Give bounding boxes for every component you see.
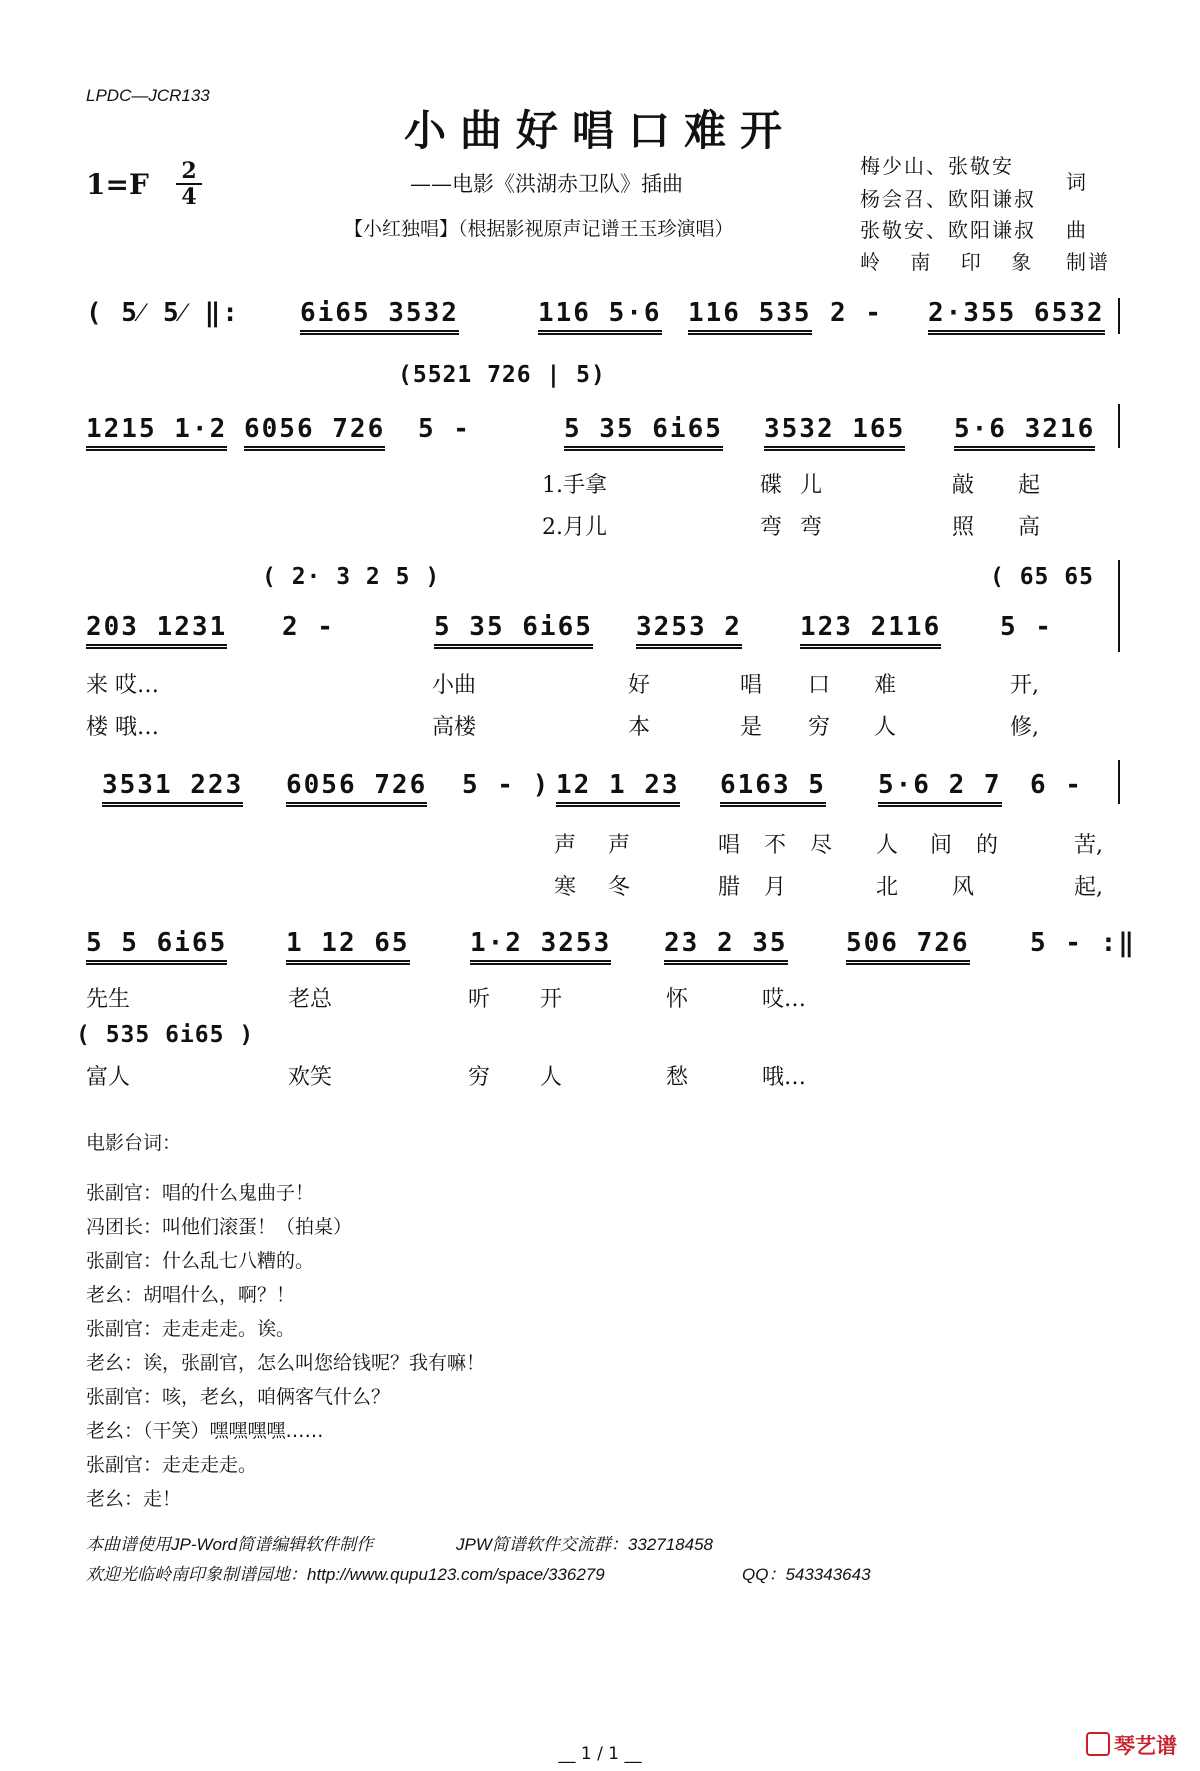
dialog-line: 老幺：诶，张副官，怎么叫您给钱呢？我有嘛！ [86,1352,486,1374]
credit-lyricist-1: 梅少山、张敬安 [860,154,1014,178]
row4-measure-3: 5 - ) [462,770,551,800]
row3-lyric-1f: 难 [874,673,897,698]
row3-lyric-2a: 楼 哦… [86,715,159,740]
dialog-heading: 电影台词： [86,1132,182,1154]
row4-lyric-1b: 声 [608,833,631,858]
row1-measure-3: 116 5·6 [538,298,662,328]
row1-measure-5: 2 - [830,298,883,328]
time-signature [176,160,202,208]
row4-lyric-1a: 声 [554,833,577,858]
dialog-line: 张副官：咳，老幺，咱俩客气什么？ [86,1386,391,1408]
row4-lyric-2b: 冬 [608,875,631,900]
row5-lyric-2f: 哦… [762,1065,807,1090]
performance-note: 【小红独唱】（根据影视原声记谱王玉珍演唱） [344,218,734,240]
page-number: __ 1 / 1 __ [558,1744,642,1764]
row3-measure-1: 203 1231 [86,612,227,642]
dialog-line: 张副官：唱的什么鬼曲子！ [86,1182,315,1204]
row2-measure-4: 5 35 6i65 [564,414,723,444]
row5-measure-5: 506 726 [846,928,970,958]
row1-measure-4: 116 535 [688,298,812,328]
row3-lyric-2e: 穷 [808,715,831,740]
credit-composer: 张敬安、欧阳谦叔 [860,218,1036,242]
watermark: 琴艺谱 [1086,1730,1177,1760]
dialog-line: 张副官：什么乱七八糟的。 [86,1250,315,1272]
row3-intro-left: ( 2· 3 2 5 ) [262,564,441,590]
key-signature: 1=F [86,168,149,201]
row3-lyric-1a: 来 哎… [86,673,159,698]
row4-lyric-1h: 的 [976,833,999,858]
dialog-line: 老幺：走！ [86,1488,182,1510]
row2-measure-3: 5 - [418,414,471,444]
row5-measure-4: 23 2 35 [664,928,788,958]
row3-measure-5: 123 2116 [800,612,941,642]
row2-lyric-2d: 高 [1018,515,1041,540]
row2-measure-2: 6056 726 [244,414,385,444]
row3-lyric-2g: 修, [1010,715,1039,740]
row5-lyric-1a: 先生 [86,987,131,1012]
footer-qq: QQ：543343643 [742,1565,871,1584]
dialog-line: 冯团长：叫他们滚蛋！（拍桌） [86,1216,353,1238]
row2-lyric-2a: 2.月儿 [542,515,607,540]
time-sig-bottom: 4 [181,184,197,210]
row3-lyric-2b: 高楼 [432,715,477,740]
row5-measure-6: 5 - :‖ [1030,928,1136,958]
row5-measure-3: 1·2 3253 [470,928,611,958]
row3-measure-2: 2 - [282,612,335,642]
dialog-line: 老幺：胡唱什么，啊？！ [86,1284,296,1306]
row5-lyric-2b: 欢笑 [288,1065,333,1090]
row5-lyric-2e: 愁 [666,1065,689,1090]
row2-measure-5: 3532 165 [764,414,905,444]
row4-lyric-1e: 尽 [810,833,833,858]
row1-measure-1: ( 5⁄ 5⁄ ‖: [86,298,240,328]
row2-lyric-1c: 敲 [952,473,975,498]
row2-measure-6: 5·6 3216 [954,414,1095,444]
row5-lyric-1c: 听 [468,987,491,1012]
dialog-line: 张副官：走走走走。诶。 [86,1318,296,1340]
row4-measure-2: 6056 726 [286,770,427,800]
row4-lyric-2g: 起, [1074,875,1103,900]
row5-lyric-1b: 老总 [288,987,333,1012]
row2-intro: (5521 726 | 5) [398,362,606,388]
row2-lyric-1a: 1.手拿 [542,473,607,498]
row4-measure-4: 12 1 23 [556,770,680,800]
row3-intro-right: ( 65 65 [990,564,1094,590]
credit-transcriber: 岭 南 印 象 [860,250,1044,274]
row3-measure-4: 3253 2 [636,612,742,642]
footer-qq-group: JPW简谱软件交流群：332718458 [456,1535,713,1554]
row5-measure-2: 1 12 65 [286,928,410,958]
row4-lyric-2a: 寒 [554,875,577,900]
row3-lyric-1g: 开, [1010,673,1039,698]
row3-lyric-2d: 是 [740,715,763,740]
row2-measure-1: 1215 1·2 [86,414,227,444]
dialog-line: 张副官：走走走走。 [86,1454,258,1476]
credit-role-lyrics: 词 [1066,170,1088,194]
credit-role-music: 曲 [1066,218,1088,242]
row3-measure-6: 5 - [1000,612,1053,642]
song-title: 小曲好唱口难开 [403,106,796,155]
row4-lyric-2e: 北 [876,875,899,900]
row1-measure-6: 2·355 6532 [928,298,1105,328]
row4-lyric-1g: 间 [930,833,953,858]
row4-measure-6: 5·6 2 7 [878,770,1002,800]
row5-lyric-1e: 怀 [666,987,689,1012]
row3-lyric-2c: 本 [628,715,651,740]
credit-role-transcriber: 制谱 [1066,250,1110,274]
row5-lyric-1f: 哎… [762,987,807,1012]
row4-lyric-1d: 不 [764,833,787,858]
row1-measure-2: 6i65 3532 [300,298,459,328]
time-sig-top: 2 [181,158,197,184]
watermark-logo-icon [1086,1732,1110,1756]
row3-measure-3: 5 35 6i65 [434,612,593,642]
row3-lyric-2f: 人 [874,715,897,740]
row4-measure-5: 6163 5 [720,770,826,800]
row4-measure-7: 6 - [1030,770,1083,800]
row3-lyric-1c: 好 [628,673,651,698]
row5-lyric-2a: 富人 [86,1065,131,1090]
row5-tail-phrase: ( 535 6i65 ) [76,1022,255,1048]
row4-lyric-2f: 风 [952,875,975,900]
row5-measure-1: 5 5 6i65 [86,928,227,958]
row4-lyric-2c: 腊 [718,875,741,900]
footer-website[interactable]: 欢迎光临岭南印象制谱园地：http://www.qupu123.com/space/336279 [86,1565,605,1584]
row5-lyric-2d: 人 [540,1065,563,1090]
row2-lyric-2b: 弯弯 [760,515,841,540]
row4-lyric-2d: 月 [764,875,787,900]
row3-lyric-1e: 口 [808,673,831,698]
row3-lyric-1b: 小曲 [432,673,477,698]
dialog-line: 老幺：（干笑）嘿嘿嘿嘿…… [86,1420,324,1442]
row4-lyric-1c: 唱 [718,833,741,858]
footer-software-note: 本曲谱使用JP-Word简谱编辑软件制作 [86,1535,374,1554]
row4-lyric-1f: 人 [876,833,899,858]
subtitle: ——电影《洪湖赤卫队》插曲 [410,172,683,196]
row5-lyric-1d: 开 [540,987,563,1012]
credit-lyricist-2: 杨会召、欧阳谦叔 [860,187,1036,211]
score-code: LPDC—JCR133 [86,86,210,105]
row2-lyric-1d: 起 [1018,473,1041,498]
row4-lyric-1i: 苦, [1074,833,1103,858]
row2-lyric-2c: 照 [952,515,975,540]
row3-lyric-1d: 唱 [740,673,763,698]
row2-lyric-1b: 碟儿 [760,473,841,498]
row5-lyric-2c: 穷 [468,1065,491,1090]
row4-measure-1: 3531 223 [102,770,243,800]
